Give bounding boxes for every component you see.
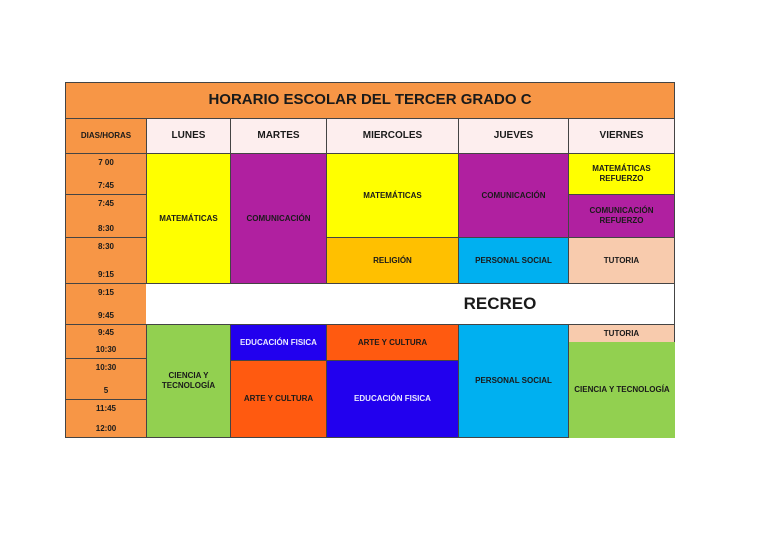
- recreo-label: RECREO: [326, 283, 675, 325]
- subject-viernes-ciencia-tecnologia: CIENCIA Y TECNOLOGÍA: [568, 342, 675, 438]
- time-start: 9:15: [97, 288, 114, 297]
- header-day-martes: MARTES: [230, 118, 327, 154]
- time-end: 5: [103, 386, 109, 395]
- time-end: 7:45: [97, 181, 114, 190]
- time-start: 10:30: [95, 363, 117, 372]
- time-slot-7: [65, 399, 147, 438]
- time-start: 11:45: [95, 404, 117, 413]
- header-day-miercoles: MIERCOLES: [326, 118, 459, 154]
- subject-jueves-personal-social: PERSONAL SOCIAL: [458, 237, 569, 284]
- time-end: 8:30: [97, 224, 114, 233]
- subject-jueves-comunicacion: COMUNICACIÓN: [458, 153, 569, 238]
- time-end: 12:00: [95, 424, 117, 433]
- time-slot-1: [65, 153, 147, 195]
- time-start: 8:30: [97, 242, 114, 251]
- time-slot-6: [65, 358, 147, 400]
- subject-viernes-tutoria: TUTORIA: [568, 237, 675, 284]
- subject-martes-educacion-fisica: EDUCACIÓN FISICA: [230, 324, 327, 361]
- subject-miercoles-religion: RELIGIÓN: [326, 237, 459, 284]
- header-dias-horas: DIAS/HORAS: [65, 118, 147, 154]
- schedule-title: HORARIO ESCOLAR DEL TERCER GRADO C: [65, 82, 675, 119]
- subject-viernes-tutoria-2: TUTORIA: [568, 324, 675, 343]
- subject-lunes-ciencia-tecnologia: CIENCIA Y TECNOLOGÍA: [146, 324, 231, 438]
- subject-miercoles-matematicas: MATEMÁTICAS: [326, 153, 459, 238]
- header-day-jueves: JUEVES: [458, 118, 569, 154]
- time-end: 9:45: [97, 311, 114, 320]
- time-slot-2: [65, 194, 147, 238]
- time-start: 7:45: [97, 199, 114, 208]
- subject-martes-arte-cultura: ARTE Y CULTURA: [230, 360, 327, 438]
- subject-martes-comunicacion: COMUNICACIÓN: [230, 153, 327, 284]
- time-slot-5: [65, 324, 147, 359]
- subject-viernes-comunicacion-refuerzo: COMUNICACIÓN REFUERZO: [568, 194, 675, 238]
- subject-miercoles-educacion-fisica: EDUCACIÓN FISICA: [326, 360, 459, 438]
- time-start: 9:45: [97, 328, 114, 337]
- recreo-blank: [146, 283, 327, 325]
- subject-lunes-matematicas: MATEMÁTICAS: [146, 153, 231, 284]
- time-slot-4: [65, 283, 147, 325]
- subject-miercoles-arte-cultura: ARTE Y CULTURA: [326, 324, 459, 361]
- time-slot-3: [65, 237, 147, 284]
- subject-jueves-personal-social-2: PERSONAL SOCIAL: [458, 324, 569, 438]
- time-start: 7 00: [98, 158, 114, 167]
- time-end: 10:30: [95, 345, 117, 354]
- subject-viernes-matematicas-refuerzo: MATEMÁTICAS REFUERZO: [568, 153, 675, 195]
- time-end: 9:15: [97, 270, 114, 279]
- header-day-lunes: LUNES: [146, 118, 231, 154]
- header-day-viernes: VIERNES: [568, 118, 675, 154]
